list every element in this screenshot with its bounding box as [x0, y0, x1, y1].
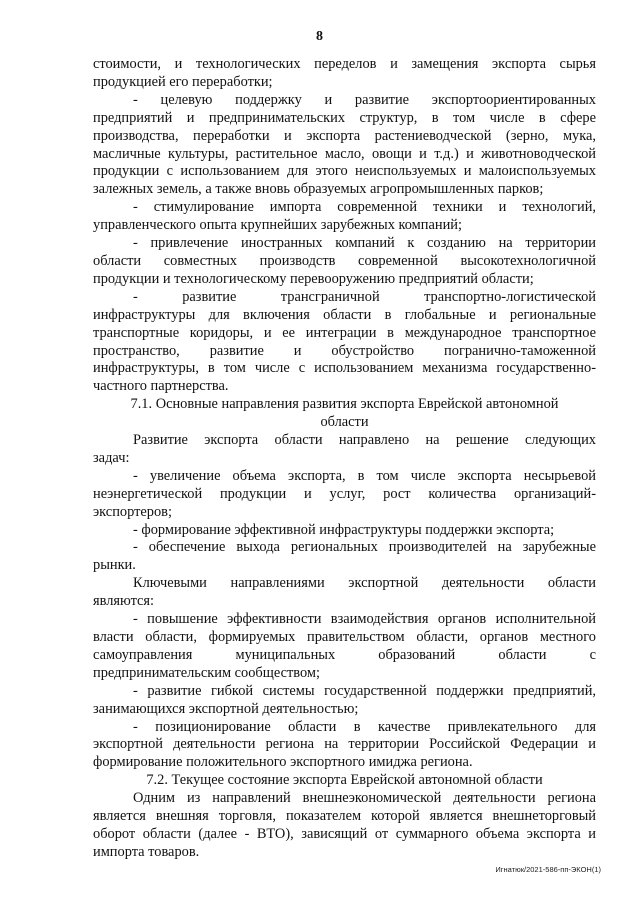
text-line: области совместных производств современной высокотехнологичной [93, 252, 596, 269]
document-code: Игнатюк/2021-586-пп-ЭКОН(1) [495, 865, 601, 874]
text-line: масличные культуры, растительное масло, овощи и т.д.) и животноводческой [93, 145, 596, 162]
section-heading: 7.2. Текущее состояние экспорта Еврейской автономной области [146, 772, 543, 789]
paragraph-line: Одним из направлений внешнеэкономической деятельности региона [133, 790, 596, 807]
bullet-line: - обеспечение выхода региональных производителей на зарубежные [133, 539, 596, 556]
bullet-line: - увеличение объема экспорта, в том числе экспорта несырьевой [133, 467, 596, 484]
text-line: продукции с использованием для этого неиспользуемых и малоиспользуемых [93, 163, 596, 180]
bullet-line: - целевую поддержку и развитие экспортоориентированных [133, 91, 596, 108]
section-heading: области [320, 414, 369, 431]
text-line: предприятий и предпринимательских структур, в том числе в сфере [93, 109, 596, 126]
text-line: продукцией его переработки; [93, 73, 273, 90]
paragraph-line: Развитие экспорта области направлено на решение следующих [133, 432, 596, 449]
text-line: власти области, формируемых правительством области, органов местного [93, 629, 596, 645]
text-line: формирование положительного экспортного имиджа региона. [93, 754, 473, 771]
page-number: 8 [316, 29, 323, 44]
text-line: экспортной деятельности региона на территории Российской Федерации и [93, 736, 596, 753]
text-line: оборот области (далее - ВТО), зависящий от суммарного объема экспорта и [93, 825, 596, 842]
text-line: предпринимательским сообществом; [93, 664, 320, 681]
document-body [93, 56, 596, 862]
text-line: является внешняя торговля, показателем которой является внешнеторговый [93, 808, 596, 825]
text-line: производства, переработки и экспорта растениеводческой (зерно, мука, [93, 127, 596, 144]
text-line: занимающихся экспортной деятельностью; [93, 700, 359, 717]
text-line: частного партнерства. [93, 378, 229, 395]
text-line: продукции и технологическому перевооружению предприятий области; [93, 270, 534, 287]
text-line: транспортные коридоры, и ее интеграции в международное транспортное [93, 324, 596, 341]
bullet-line: - развитие трансграничной транспортно-логистической [133, 288, 596, 305]
text-line: задач: [93, 449, 130, 466]
text-line: рынки. [93, 557, 136, 574]
text-line: инфраструктуры, в том числе с использованием механизма государственно- [93, 360, 596, 377]
text-line: управленческого опыта крупнейших зарубежных компаний; [93, 217, 462, 234]
paragraph-line: Ключевыми направлениями экспортной деятельности области [133, 575, 596, 592]
text-line: инфраструктуры для включения области в глобальные и региональные [93, 306, 596, 323]
bullet-line: - позиционирование области в качестве привлекательного для [133, 718, 596, 735]
bullet-line: - привлечение иностранных компаний к созданию на территории [133, 235, 596, 252]
text-line: являются: [93, 593, 155, 610]
bullet-line: - формирование эффективной инфраструктуры поддержки экспорта; [133, 521, 555, 538]
text-line: пространство, развитие и обустройство погранично-таможенной [93, 342, 596, 359]
text-line: неэнергетической продукции и услуг, рост количества организаций- [93, 485, 596, 502]
text-line: стоимости, и технологических переделов и замещения экспорта сырья [93, 56, 596, 72]
bullet-line: - развитие гибкой системы государственной поддержки предприятий, [133, 682, 596, 699]
bullet-line: - стимулирование импорта современной техники и технологий, [133, 199, 596, 216]
text-line: залежных земель, а также вновь образуемых агропромышленных парков; [93, 181, 544, 198]
bullet-line: - повышение эффективности взаимодействия органов исполнительной [133, 611, 596, 628]
text-line: экспортеров; [93, 503, 172, 520]
text-line: самоуправления муниципальных образований области с [93, 646, 596, 663]
section-heading: 7.1. Основные направления развития экспорта Еврейской автономной [130, 396, 559, 413]
text-line: импорта товаров. [93, 843, 200, 860]
